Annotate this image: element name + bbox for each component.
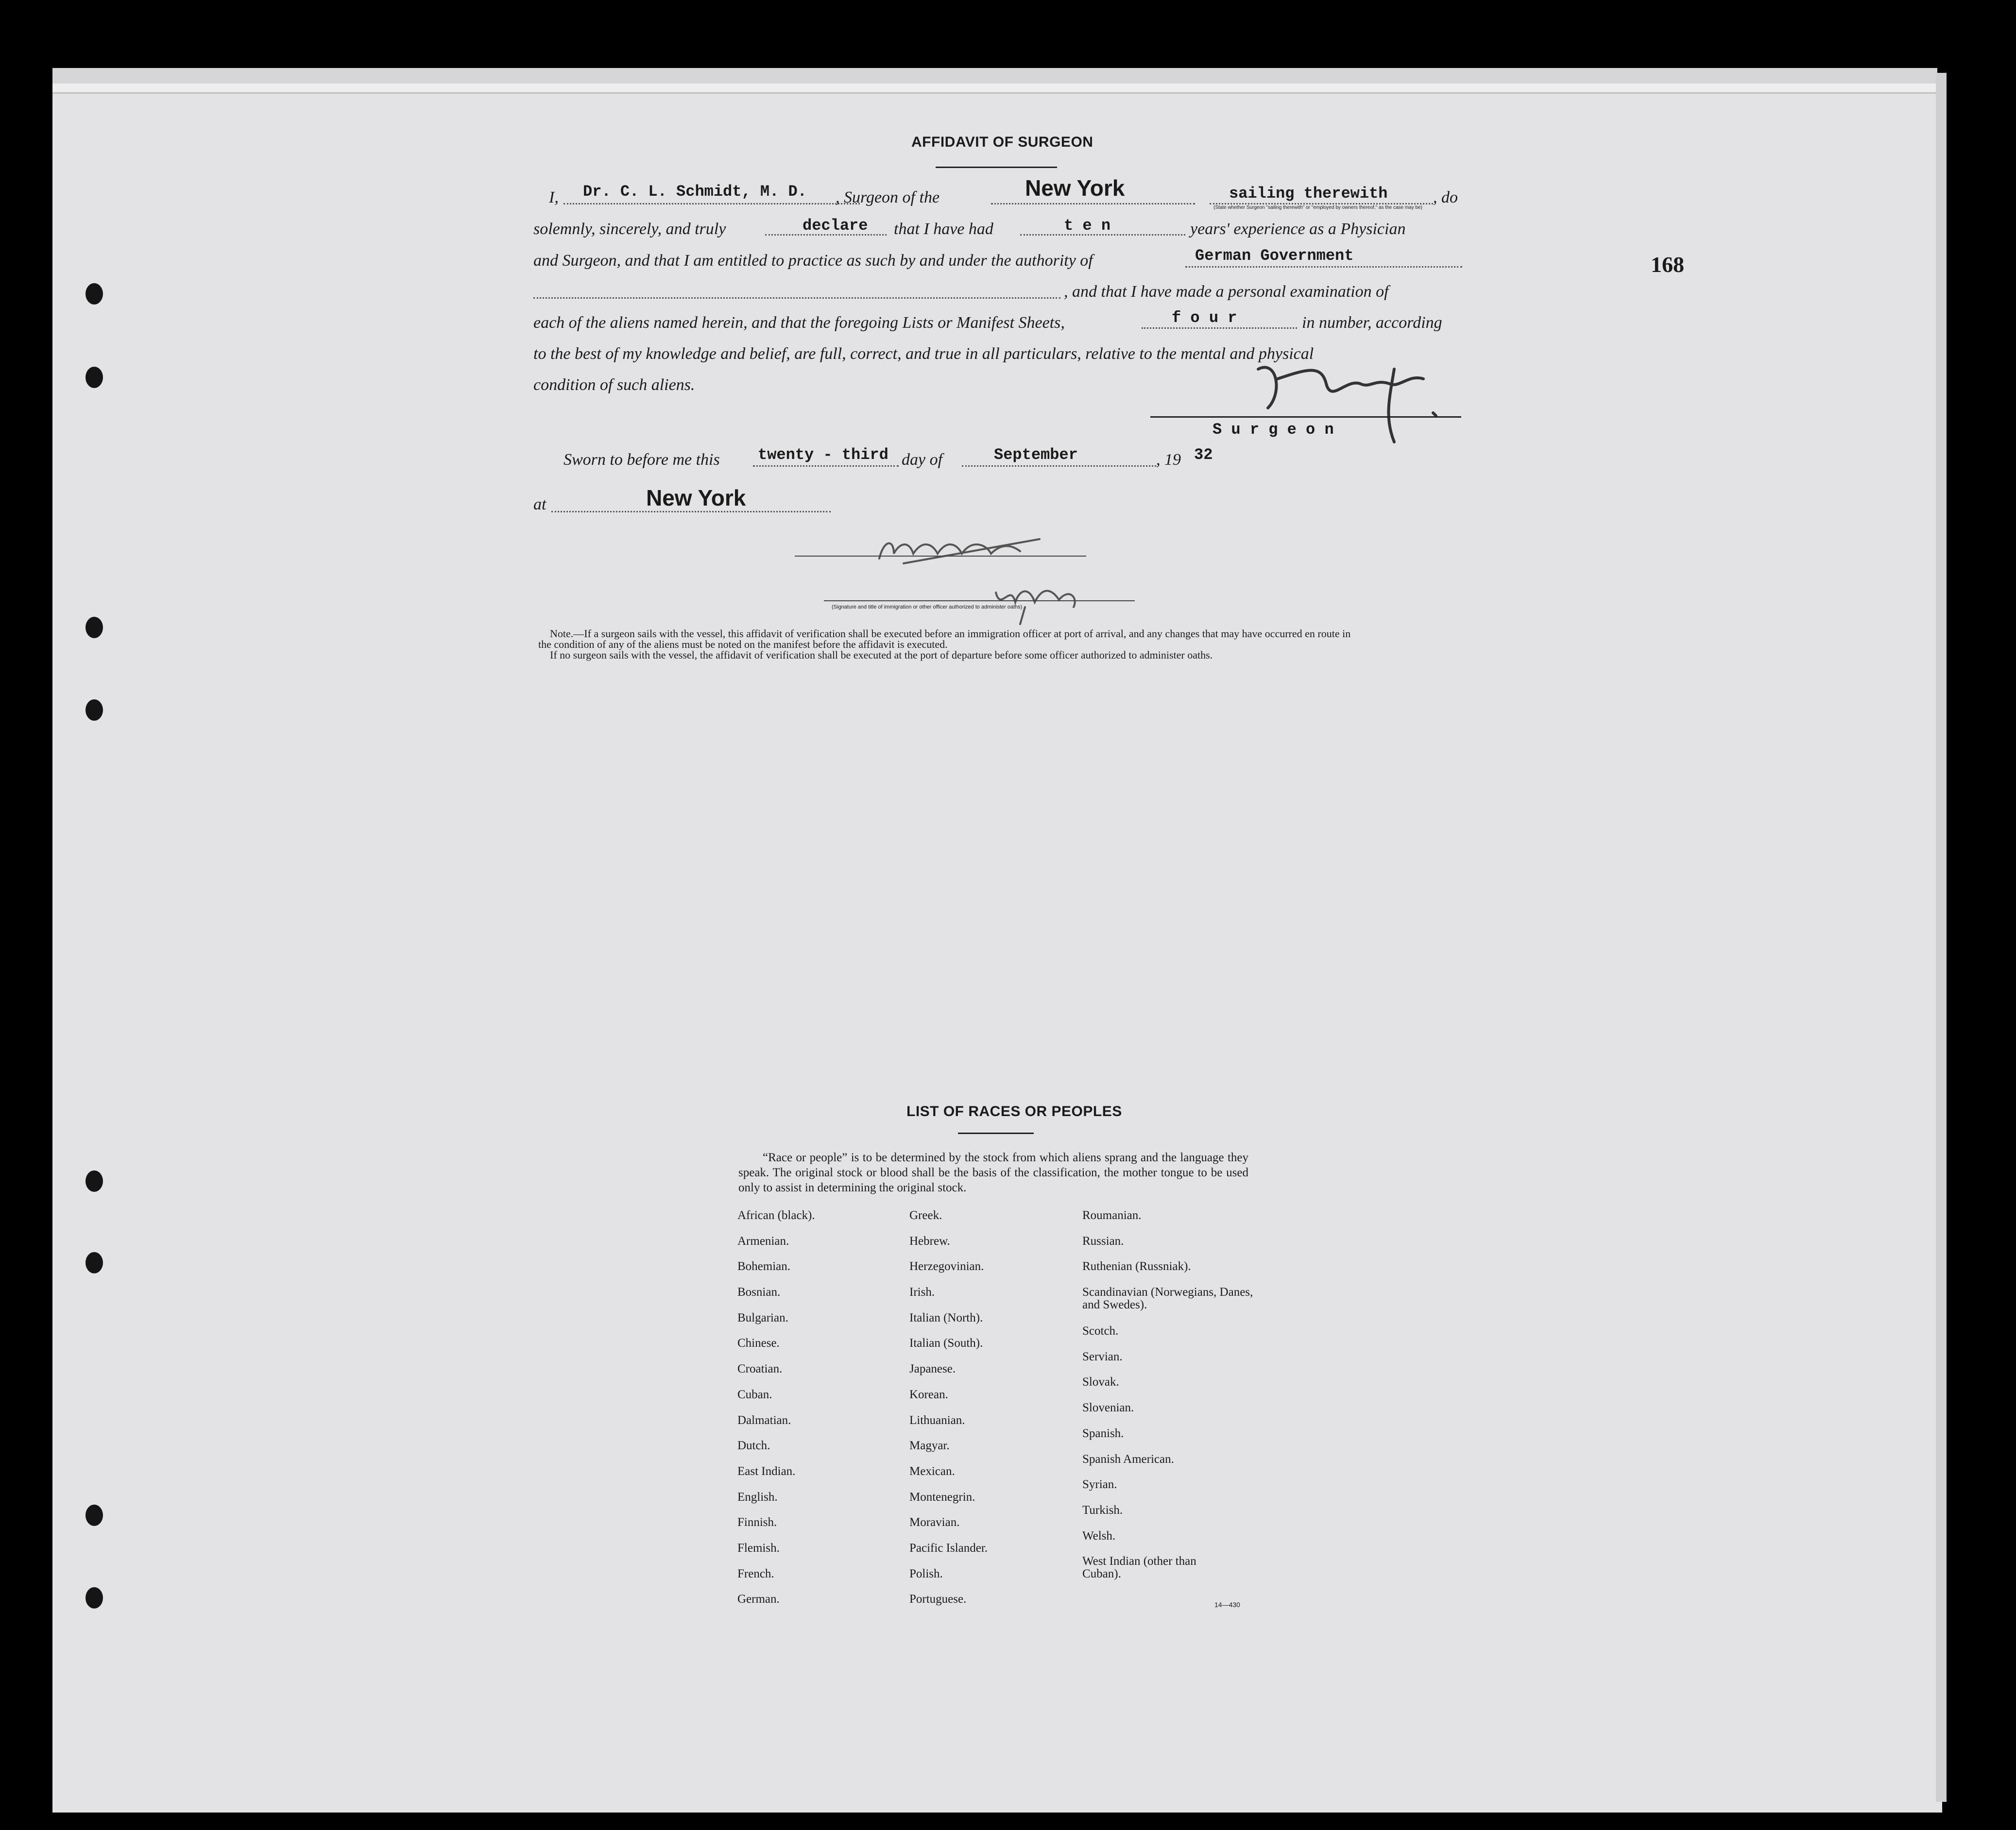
binder-hole: [85, 617, 103, 638]
affidavit-line2-b: that I have had: [894, 220, 993, 238]
affidavit-line7-a: condition of such aliens.: [533, 376, 695, 394]
affidavit-line1-b: , Surgeon of the: [836, 188, 940, 206]
race-item: Flemish.: [737, 1541, 780, 1555]
surgeon-label: S u r g e o n: [1213, 421, 1334, 439]
race-item: Scandinavian (Norwegians, Danes, and Swedes).: [1082, 1286, 1253, 1312]
surgeon-name: Dr. C. L. Schmidt, M. D.: [583, 183, 807, 201]
race-item: Dalmatian.: [737, 1413, 791, 1427]
races-title: LIST OF RACES OR PEOPLES: [906, 1103, 1122, 1119]
fill-line: [1185, 266, 1462, 268]
race-item: Irish.: [909, 1286, 935, 1299]
sailing-status: sailing therewith: [1229, 185, 1388, 203]
at-place: New York: [646, 485, 746, 510]
years-count: t e n: [1064, 217, 1111, 235]
page-top-edge: [52, 84, 1942, 94]
officer-title-line: [824, 600, 1135, 601]
affidavit-line1-c: , do: [1433, 188, 1458, 206]
binder-hole: [85, 699, 103, 721]
declare-word: declare: [803, 217, 868, 235]
ship-name: New York: [1025, 175, 1125, 201]
officer-title-signature: [986, 573, 1083, 627]
race-item: Lithuanian.: [909, 1413, 965, 1427]
manifest-page: [52, 84, 1942, 1813]
fill-line: [991, 203, 1195, 204]
note-line-2: the condition of any of the aliens must be noted on the manifest before the affidavit is executed.: [538, 638, 948, 650]
race-item: Bosnian.: [737, 1286, 781, 1299]
race-item: East Indian.: [737, 1464, 796, 1478]
race-item: Croatian.: [737, 1362, 783, 1376]
sheets-count: f o u r: [1172, 309, 1237, 327]
sworn-month: September: [994, 446, 1078, 464]
affidavit-title: AFFIDAVIT OF SURGEON: [911, 134, 1093, 150]
state-note: (State whether Surgeon "sailing therewith" or "employed by owners thereof," as the case may be): [1213, 205, 1422, 210]
binder-hole: [85, 1587, 103, 1609]
affidavit-line3-a: and Surgeon, and that I am entitled to practice as such by and under the authority of: [533, 252, 1093, 270]
race-item: Finnish.: [737, 1516, 777, 1529]
race-item: Bohemian.: [737, 1260, 791, 1273]
race-item: Greek.: [909, 1209, 942, 1222]
fill-line: [533, 297, 1060, 299]
sworn-text-c: , 19: [1156, 451, 1181, 469]
fill-line: [1142, 327, 1297, 329]
races-column-1: [737, 1209, 815, 1619]
race-item: German.: [737, 1593, 780, 1606]
race-item: Russian.: [1082, 1234, 1124, 1248]
race-item: Pacific Islander.: [909, 1541, 988, 1555]
affidavit-line5-b: in number, according: [1302, 314, 1442, 332]
note-line-1: Note.—If a surgeon sails with the vessel, this affidavit of verification shall be executed before an immigration officer at port of arrival, and any changes that may have occurred en route in: [550, 627, 1351, 640]
race-item: Turkish.: [1082, 1503, 1123, 1517]
race-item: Korean.: [909, 1388, 948, 1401]
page-number: 168: [1651, 252, 1684, 277]
officer-caption: (Signature and title of immigration or other officer authorized to administer oaths): [832, 604, 1023, 610]
race-item: African (black).: [737, 1209, 815, 1222]
race-item: Servian.: [1082, 1350, 1123, 1363]
race-item: Chinese.: [737, 1337, 780, 1350]
fill-line: [564, 203, 860, 204]
races-intro: “Race or people” is to be determined by the stock from which aliens sprang and the language they speak. The original stock or blood shall be the basis of the classification, the mother tongue to be used only to assist in determining the original stock.: [738, 1151, 1248, 1194]
officer-line: [795, 556, 1086, 557]
race-item: French.: [737, 1567, 774, 1580]
binder-hole: [85, 283, 103, 305]
race-item: Moravian.: [909, 1516, 960, 1529]
race-item: Armenian.: [737, 1234, 789, 1248]
race-item: Italian (South).: [909, 1337, 983, 1350]
race-item: Cuban.: [737, 1388, 772, 1401]
race-item: Roumanian.: [1082, 1209, 1142, 1222]
race-item: Herzegovinian.: [909, 1260, 984, 1273]
race-item: West Indian (other than Cuban).: [1082, 1555, 1196, 1581]
race-item: Ruthenian (Russniak).: [1082, 1260, 1191, 1273]
sworn-text-b: day of: [902, 451, 943, 469]
fill-line: [962, 465, 1156, 467]
signature-line: [1150, 416, 1461, 418]
binder-hole: [85, 367, 103, 388]
race-item: Slovak.: [1082, 1375, 1119, 1389]
race-item: Slovenian.: [1082, 1401, 1134, 1415]
race-item: Welsh.: [1082, 1529, 1116, 1542]
binder-hole: [85, 1505, 103, 1526]
binder-hole: [85, 1252, 103, 1273]
races-column-2: [909, 1209, 988, 1619]
sworn-year: 32: [1194, 446, 1213, 464]
race-item: Portuguese.: [909, 1593, 967, 1606]
affidavit-line1-a: I,: [549, 188, 559, 206]
at-label: at: [533, 495, 547, 513]
binder-hole: [85, 1170, 103, 1192]
note-line-3: If no surgeon sails with the vessel, the affidavit of verification shall be executed at the port of departure before some officer authorized to administer oaths.: [550, 649, 1213, 661]
race-item: Polish.: [909, 1567, 943, 1580]
race-item: Japanese.: [909, 1362, 956, 1376]
fill-line: [1020, 234, 1185, 236]
race-item: Syrian.: [1082, 1478, 1117, 1491]
race-item: Spanish American.: [1082, 1452, 1174, 1466]
races-column-3: [1082, 1209, 1257, 1589]
fill-line: [765, 234, 887, 236]
race-item: Italian (North).: [909, 1311, 983, 1324]
race-item: Bulgarian.: [737, 1311, 788, 1324]
affidavit-line2-a: solemnly, sincerely, and truly: [533, 220, 726, 238]
race-item: Hebrew.: [909, 1234, 950, 1248]
sworn-text-a: Sworn to before me this: [564, 451, 720, 469]
fill-line: [1210, 203, 1433, 204]
sworn-day: twenty - third: [758, 446, 888, 464]
officer-signature: [874, 529, 1059, 573]
authority: German Government: [1195, 247, 1354, 265]
title-underline: [936, 167, 1057, 168]
race-item: Mexican.: [909, 1464, 955, 1478]
race-item: Magyar.: [909, 1439, 950, 1453]
page-right-edge: [1936, 73, 1947, 1802]
race-item: Spanish.: [1082, 1426, 1124, 1440]
affidavit-line4-a: , and that I have made a personal examination of: [1064, 283, 1389, 301]
affidavit-line5-a: each of the aliens named herein, and that the foregoing Lists or Manifest Sheets,: [533, 314, 1065, 332]
races-title-underline: [958, 1133, 1034, 1134]
race-item: Scotch.: [1082, 1324, 1119, 1338]
fill-line: [753, 465, 899, 467]
race-item: Dutch.: [737, 1439, 770, 1453]
race-item: English.: [737, 1490, 778, 1504]
fill-line: [551, 511, 831, 512]
race-item: Montenegrin.: [909, 1490, 975, 1504]
affidavit-line2-c: years' experience as a Physician: [1190, 220, 1406, 238]
form-number: 14—430: [1214, 1601, 1240, 1609]
affidavit-line6-a: to the best of my knowledge and belief, are full, correct, and true in all particulars, relative to the mental and physical: [533, 345, 1314, 363]
